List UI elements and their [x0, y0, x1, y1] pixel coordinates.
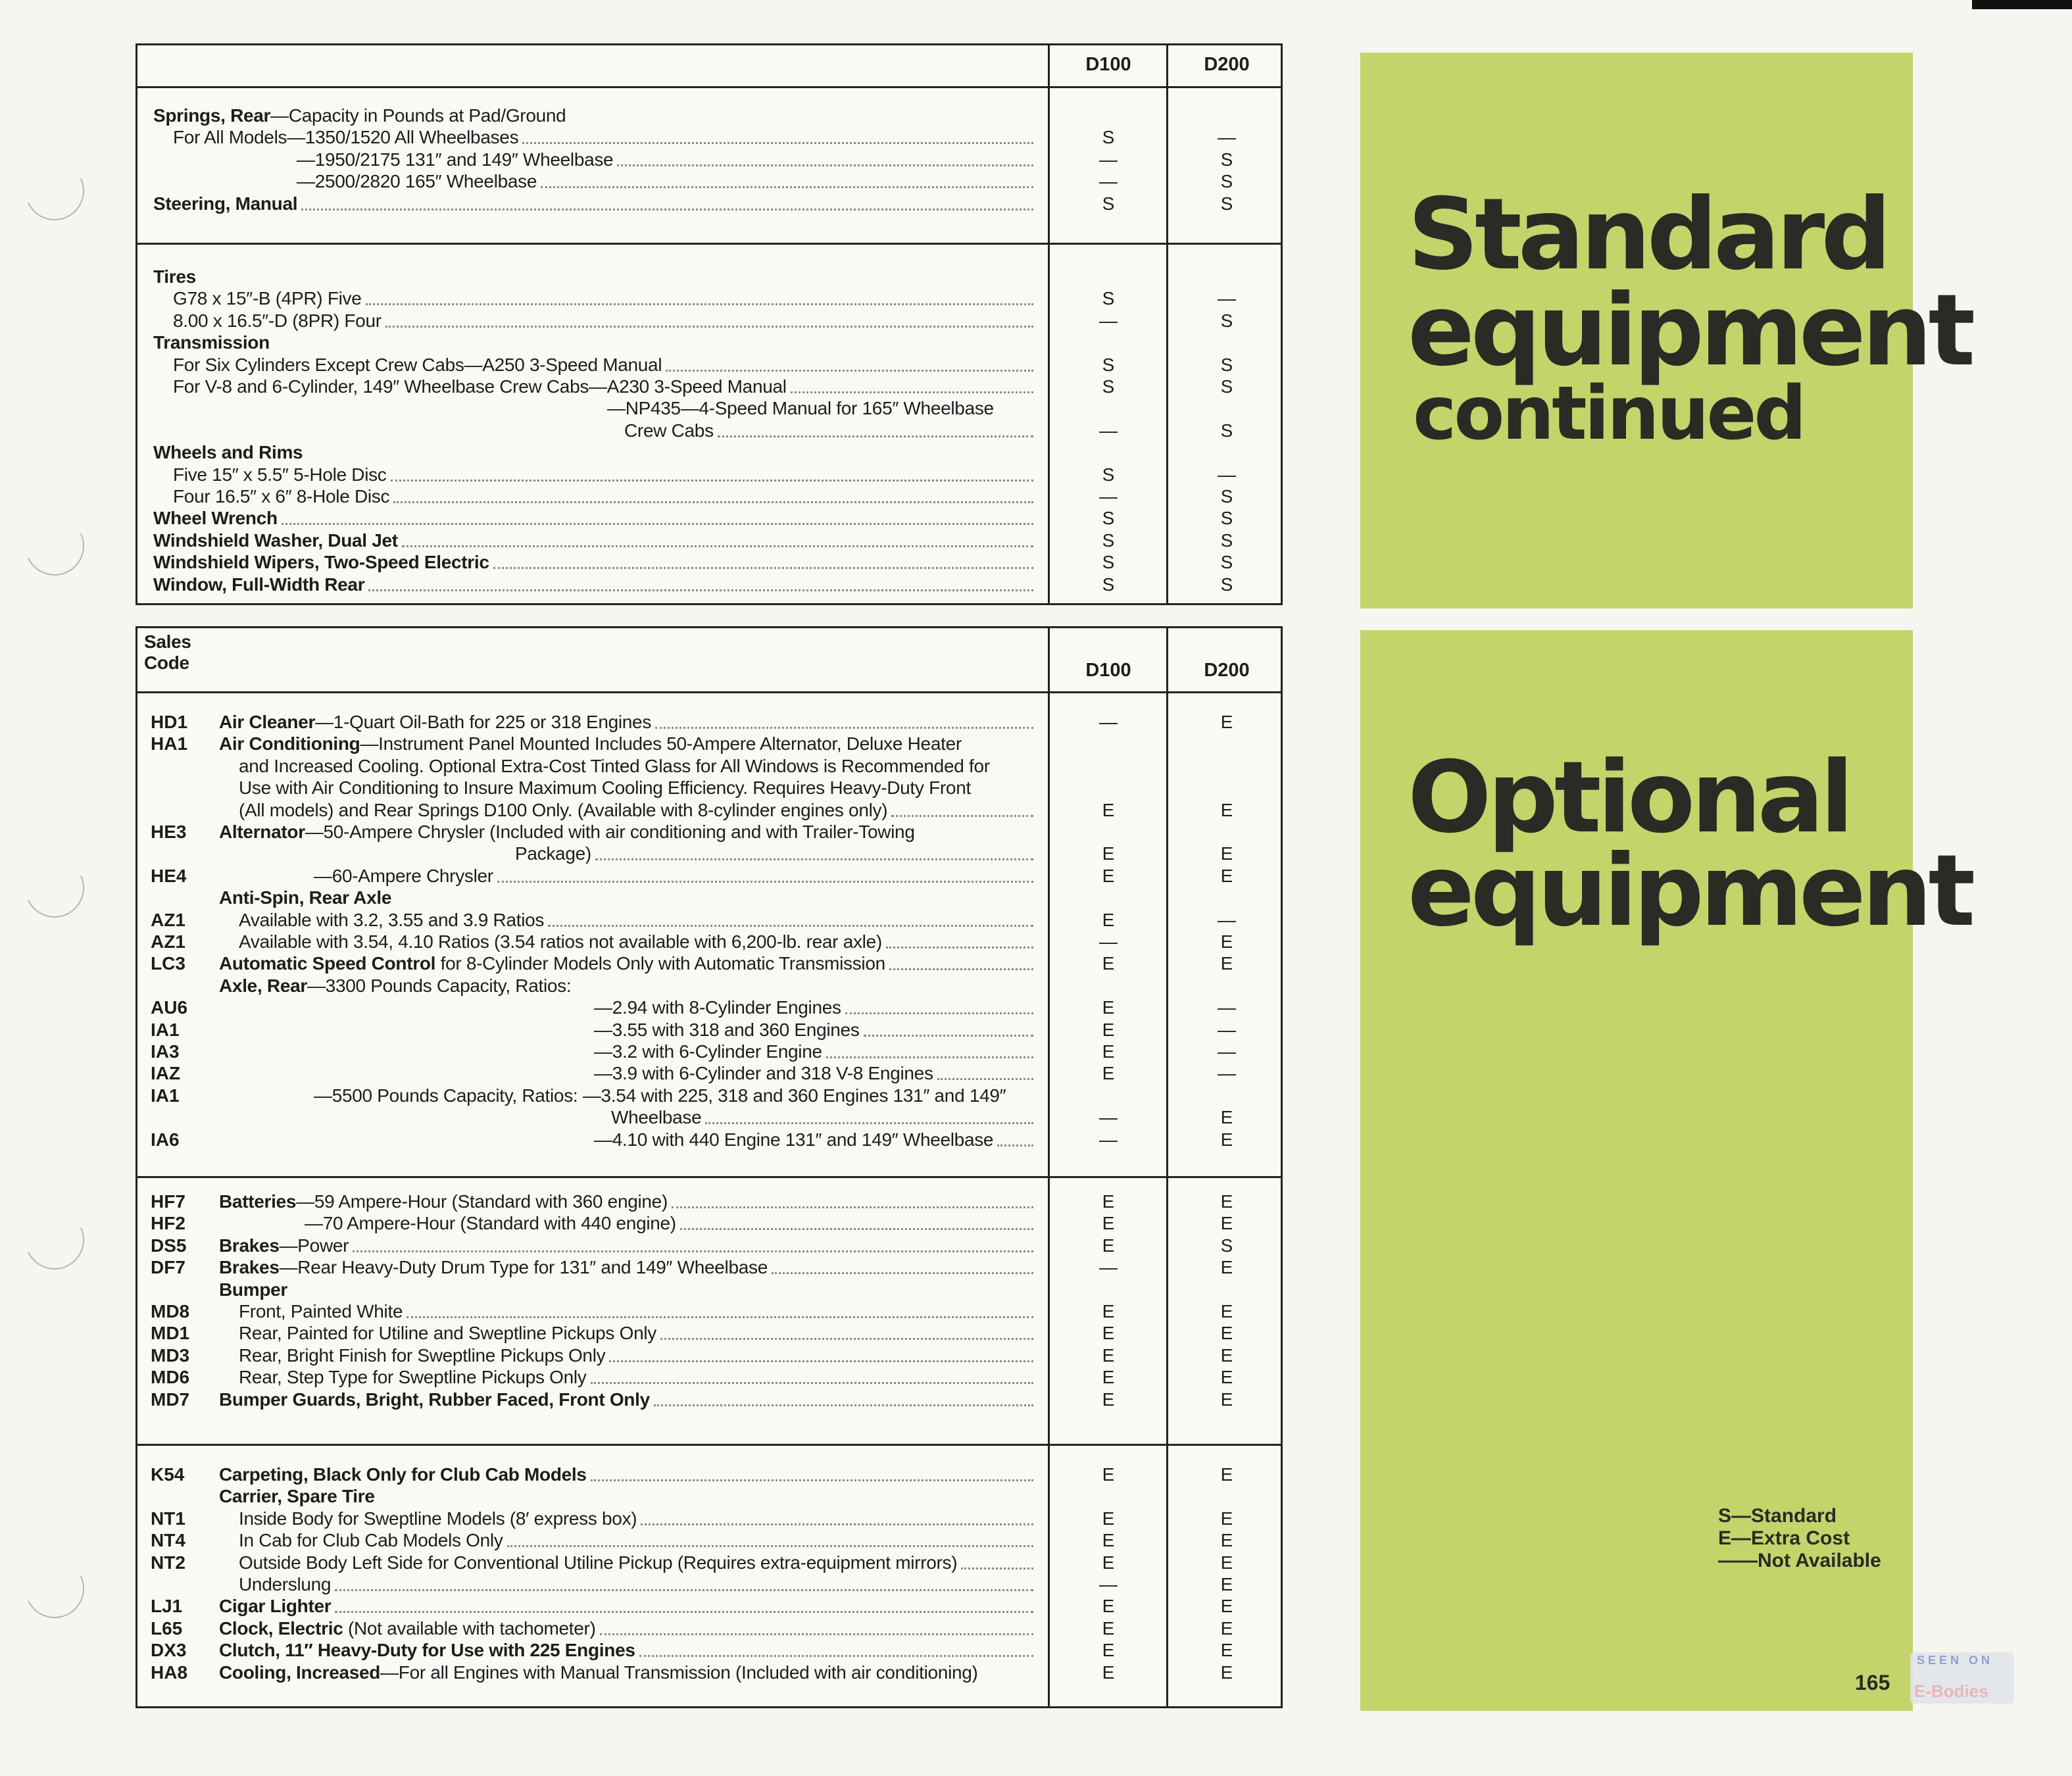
- row-description: For Six Cylinders Except Crew Cabs—A250 3-Speed Manual: [173, 354, 662, 375]
- availability-d200: E: [1220, 1552, 1233, 1573]
- availability-d200: E: [1220, 1596, 1233, 1617]
- availability-d100: —: [1099, 310, 1118, 331]
- sales-code: MD3: [151, 1344, 190, 1366]
- dot-leader: [385, 326, 1033, 328]
- row-description: Automatic Speed Control for 8-Cylinder Models Only with Automatic Transmission: [219, 953, 885, 974]
- row-description: Available with 3.54, 4.10 Ratios (3.54 ratios not available with 6,200-lb. rear axle): [239, 931, 882, 952]
- availability-d100: E: [1102, 1041, 1115, 1062]
- row-description: Carpeting, Black Only for Club Cab Models: [219, 1464, 587, 1485]
- row-description: Clock, Electric (Not available with tachometer): [219, 1617, 596, 1639]
- availability-d200: E: [1220, 1129, 1233, 1150]
- sales-code: MD8: [151, 1301, 190, 1321]
- standard-equipment-panel: [1360, 53, 1972, 608]
- row-description: Axle, Rear—3300 Pounds Capacity, Ratios:: [219, 975, 572, 996]
- row-description: G78 x 15″-B (4PR) Five: [173, 288, 362, 309]
- dot-leader: [997, 1145, 1033, 1147]
- sales-code: NT4: [151, 1530, 185, 1551]
- row-description: Wheel Wrench: [153, 508, 278, 529]
- sales-code: NT1: [151, 1508, 185, 1529]
- availability-d200: E: [1220, 1574, 1233, 1594]
- dot-leader: [522, 142, 1033, 144]
- availability-d200: E: [1220, 1344, 1233, 1366]
- availability-d100: E: [1102, 1596, 1115, 1617]
- availability-d200: S: [1220, 508, 1233, 529]
- sales-code: HA1: [151, 733, 188, 754]
- availability-d200: S: [1220, 420, 1233, 441]
- dot-leader: [591, 1479, 1033, 1481]
- availability-d200: E: [1220, 1323, 1233, 1344]
- row-description: Carrier, Spare Tire: [219, 1486, 375, 1507]
- row-description: Brakes—Power: [219, 1235, 349, 1256]
- row-description: Cigar Lighter: [219, 1596, 332, 1617]
- availability-d100: S: [1102, 530, 1115, 551]
- row-description: Rear, Step Type for Sweptline Pickups Only: [239, 1367, 587, 1388]
- row-description: —2.94 with 8-Cylinder Engines: [594, 997, 841, 1018]
- availability-d200: S: [1220, 149, 1233, 170]
- legend-extra-cost: E—Extra Cost: [1718, 1527, 1850, 1549]
- availability-d100: E: [1102, 953, 1115, 974]
- row-description: Package): [515, 843, 591, 864]
- availability-d200: E: [1220, 712, 1233, 732]
- availability-d100: E: [1102, 1508, 1115, 1529]
- dot-leader: [641, 1523, 1033, 1525]
- availability-d100: E: [1102, 865, 1115, 886]
- availability-d200: E: [1220, 1640, 1233, 1661]
- row-description: Tires: [153, 266, 196, 287]
- panel-title: Standard: [1408, 178, 1888, 292]
- availability-d200: —: [1218, 909, 1236, 930]
- panel-title: Optional: [1408, 741, 1850, 855]
- standard-equipment-table: [136, 43, 1283, 605]
- row-description: Cooling, Increased—For all Engines with Manual Transmission (Included with air conditioning): [219, 1662, 978, 1683]
- sales-code: DF7: [151, 1257, 185, 1278]
- top-edge-bar: [1972, 0, 2072, 9]
- sales-code: NT2: [151, 1552, 185, 1573]
- dot-leader: [891, 815, 1033, 817]
- row-description: and Increased Cooling. Optional Extra-Cost Tinted Glass for All Windows is Recommended for: [239, 755, 990, 776]
- dot-leader: [368, 589, 1033, 591]
- sales-code: HD1: [151, 712, 188, 732]
- availability-d100: —: [1099, 1574, 1118, 1594]
- dot-leader: [353, 1250, 1033, 1252]
- availability-d100: —: [1099, 1129, 1118, 1150]
- dot-leader: [493, 567, 1033, 569]
- dot-leader: [845, 1012, 1033, 1014]
- dot-leader: [507, 1545, 1033, 1547]
- row-description: Available with 3.2, 3.55 and 3.9 Ratios: [239, 909, 545, 930]
- row-description: Window, Full-Width Rear: [153, 574, 365, 595]
- availability-d100: S: [1102, 127, 1115, 148]
- column-header-d200: D200: [1204, 54, 1250, 75]
- availability-d100: —: [1099, 486, 1118, 506]
- availability-d100: S: [1102, 508, 1115, 529]
- sales-code: LJ1: [151, 1596, 183, 1617]
- availability-d200: E: [1220, 953, 1233, 974]
- availability-d100: S: [1102, 376, 1115, 397]
- availability-d100: E: [1102, 997, 1115, 1018]
- dot-leader: [391, 480, 1033, 481]
- watermark-text: SEEN ON: [1917, 1654, 1994, 1667]
- row-description: (All models) and Rear Springs D100 Only. (Available with 8-cylinder engines only): [239, 799, 888, 820]
- availability-d200: E: [1220, 843, 1233, 864]
- sales-code: DX3: [151, 1640, 187, 1661]
- dot-leader: [609, 1360, 1033, 1362]
- row-description: Windshield Wipers, Two-Speed Electric: [153, 552, 489, 573]
- sales-code: AU6: [151, 997, 188, 1018]
- availability-d200: E: [1220, 1107, 1233, 1128]
- availability-d200: E: [1220, 865, 1233, 886]
- availability-d200: S: [1220, 376, 1233, 397]
- row-description: Front, Painted White: [239, 1301, 403, 1321]
- row-description: Batteries—59 Ampere-Hour (Standard with 360 engine): [219, 1191, 668, 1212]
- sales-code: IA1: [151, 1085, 180, 1106]
- dot-leader: [497, 881, 1033, 883]
- dot-leader: [366, 303, 1033, 305]
- availability-d100: E: [1102, 1235, 1115, 1256]
- watermark-logo-text: E-Bodies: [1914, 1681, 1988, 1701]
- availability-d200: E: [1220, 1367, 1233, 1388]
- availability-d100: S: [1102, 552, 1115, 573]
- row-description: Transmission: [153, 332, 270, 353]
- dot-leader: [660, 1338, 1033, 1340]
- availability-d100: E: [1102, 1367, 1115, 1388]
- binder-hole: [16, 1550, 92, 1626]
- panel-title: equipment: [1408, 274, 1972, 388]
- dot-leader: [301, 209, 1033, 210]
- availability-d100: E: [1102, 1530, 1115, 1551]
- availability-d200: E: [1220, 799, 1233, 820]
- availability-d100: E: [1102, 909, 1115, 930]
- sales-code: K54: [151, 1464, 185, 1485]
- sales-code: LC3: [151, 953, 185, 974]
- dot-leader: [889, 968, 1033, 970]
- sales-code-label: Sales: [144, 631, 191, 652]
- row-description: Springs, Rear—Capacity in Pounds at Pad/Ground: [153, 105, 566, 126]
- row-description: Anti-Spin, Rear Axle: [219, 887, 392, 908]
- column-header-d100: D100: [1085, 54, 1131, 75]
- availability-d100: E: [1102, 1552, 1115, 1573]
- row-description: Outside Body Left Side for Conventional Utiline Pickup (Requires extra-equipment mirrors): [239, 1552, 958, 1573]
- availability-d100: S: [1102, 574, 1115, 595]
- row-description: Air Conditioning—Instrument Panel Mounted Includes 50-Ampere Alternator, Deluxe Heater: [219, 733, 962, 754]
- panel-title: equipment: [1408, 834, 1972, 949]
- sales-code: AZ1: [151, 909, 185, 930]
- sales-code: IA1: [151, 1019, 180, 1040]
- dot-leader: [680, 1228, 1033, 1230]
- availability-d100: E: [1102, 1019, 1115, 1040]
- row-description: —NP435—4-Speed Manual for 165″ Wheelbase: [607, 398, 994, 419]
- sales-code: MD1: [151, 1323, 190, 1344]
- sales-code: HE3: [151, 822, 187, 842]
- availability-d100: —: [1099, 420, 1118, 441]
- availability-d200: E: [1220, 1257, 1233, 1278]
- availability-d200: S: [1220, 1235, 1233, 1256]
- availability-d100: E: [1102, 1640, 1115, 1661]
- dot-leader: [548, 925, 1033, 927]
- row-description: Rear, Bright Finish for Sweptline Pickups Only: [239, 1344, 606, 1366]
- dot-leader: [393, 501, 1033, 503]
- sales-code: AZ1: [151, 931, 185, 952]
- availability-d100: E: [1102, 1617, 1115, 1639]
- dot-leader: [617, 164, 1033, 166]
- availability-d200: E: [1220, 1389, 1233, 1410]
- sales-code: L65: [151, 1617, 183, 1639]
- availability-d100: —: [1099, 171, 1118, 192]
- availability-d200: —: [1218, 997, 1236, 1018]
- row-description: Clutch, 11″ Heavy-Duty for Use with 225 Engines: [219, 1640, 635, 1661]
- dot-leader: [961, 1567, 1033, 1569]
- sales-code: MD6: [151, 1367, 190, 1388]
- availability-d200: S: [1220, 193, 1233, 214]
- row-description: Bumper: [219, 1279, 287, 1300]
- availability-d100: —: [1099, 149, 1118, 170]
- availability-d200: —: [1218, 1019, 1236, 1040]
- sales-code: IA6: [151, 1129, 180, 1150]
- sales-code: MD7: [151, 1389, 190, 1410]
- legend-standard: S—Standard: [1718, 1505, 1837, 1527]
- availability-d100: E: [1102, 1464, 1115, 1485]
- availability-d200: E: [1220, 1191, 1233, 1212]
- row-description: —3.2 with 6-Cylinder Engine: [594, 1041, 822, 1062]
- availability-d200: —: [1218, 1063, 1236, 1084]
- row-description: Alternator—50-Ampere Chrysler (Included with air conditioning and with Trailer-Towing: [219, 822, 915, 842]
- availability-d200: E: [1220, 931, 1233, 952]
- row-description: Brakes—Rear Heavy-Duty Drum Type for 131″ and 149″ Wheelbase: [219, 1257, 768, 1278]
- panel-subtitle: continued: [1413, 371, 1804, 456]
- page-number: 165: [1855, 1671, 1890, 1694]
- availability-d100: E: [1102, 1301, 1115, 1321]
- optional-equipment-table: [136, 626, 1283, 1708]
- availability-d200: S: [1220, 354, 1233, 375]
- availability-d100: E: [1102, 1191, 1115, 1212]
- availability-d200: E: [1220, 1464, 1233, 1485]
- sales-code: HF2: [151, 1213, 185, 1234]
- availability-d100: E: [1102, 1344, 1115, 1366]
- row-description: Underslung: [239, 1574, 332, 1594]
- row-description: Five 15″ x 5.5″ 5-Hole Disc: [173, 464, 387, 485]
- dot-leader: [600, 1633, 1033, 1635]
- availability-d100: S: [1102, 354, 1115, 375]
- availability-d200: S: [1220, 486, 1233, 506]
- availability-d200: E: [1220, 1508, 1233, 1529]
- sales-code: DS5: [151, 1235, 187, 1256]
- availability-d100: E: [1102, 1213, 1115, 1234]
- availability-d100: S: [1102, 464, 1115, 485]
- row-description: For V-8 and 6-Cylinder, 149″ Wheelbase Crew Cabs—A230 3-Speed Manual: [173, 376, 787, 397]
- availability-d100: E: [1102, 1662, 1115, 1683]
- row-description: —5500 Pounds Capacity, Ratios: —3.54 with 225, 318 and 360 Engines 131″ and 149″: [314, 1085, 1006, 1106]
- availability-d100: E: [1102, 843, 1115, 864]
- row-description: Bumper Guards, Bright, Rubber Faced, Front Only: [219, 1389, 650, 1410]
- availability-d100: E: [1102, 1063, 1115, 1084]
- availability-d200: —: [1218, 288, 1236, 309]
- dot-leader: [655, 727, 1033, 729]
- binder-hole: [16, 1202, 92, 1277]
- availability-d200: —: [1218, 127, 1236, 148]
- availability-d200: E: [1220, 1662, 1233, 1683]
- dot-leader: [541, 186, 1033, 188]
- dot-leader: [335, 1589, 1033, 1591]
- availability-d100: S: [1102, 288, 1115, 309]
- dot-leader: [402, 545, 1033, 547]
- dot-leader: [672, 1206, 1033, 1208]
- availability-d200: E: [1220, 1617, 1233, 1639]
- row-description: —70 Ampere-Hour (Standard with 440 engine): [305, 1213, 676, 1234]
- availability-d100: —: [1099, 1257, 1118, 1278]
- availability-d200: S: [1220, 310, 1233, 331]
- sales-code: HE4: [151, 865, 187, 886]
- row-description: —3.55 with 318 and 360 Engines: [594, 1019, 860, 1040]
- dot-leader: [864, 1035, 1033, 1037]
- availability-d100: E: [1102, 1323, 1115, 1344]
- sales-code-label: Code: [144, 653, 189, 673]
- row-description: Wheelbase: [611, 1107, 702, 1128]
- dot-leader: [654, 1404, 1033, 1406]
- column-header-d100: D100: [1085, 660, 1131, 681]
- sales-code: HF7: [151, 1191, 185, 1212]
- dot-leader: [718, 435, 1033, 437]
- row-description: In Cab for Club Cab Models Only: [239, 1530, 503, 1551]
- row-description: Use with Air Conditioning to Insure Maximum Cooling Efficiency. Requires Heavy-Duty Front: [239, 777, 971, 799]
- dot-leader: [826, 1056, 1033, 1058]
- row-description: Wheels and Rims: [153, 442, 303, 463]
- row-description: —60-Ampere Chrysler: [314, 865, 493, 886]
- availability-d100: E: [1102, 799, 1115, 820]
- dot-leader: [407, 1316, 1033, 1318]
- availability-d200: E: [1220, 1213, 1233, 1234]
- sales-code: HA8: [151, 1662, 188, 1683]
- availability-d100: S: [1102, 193, 1115, 214]
- availability-d200: —: [1218, 464, 1236, 485]
- dot-leader: [705, 1122, 1033, 1124]
- availability-d200: —: [1218, 1041, 1236, 1062]
- dot-leader: [791, 391, 1033, 393]
- availability-d100: E: [1102, 1389, 1115, 1410]
- legend-not-available: ——Not Available: [1718, 1550, 1881, 1571]
- availability-d200: S: [1220, 171, 1233, 192]
- row-description: Crew Cabs: [624, 420, 714, 441]
- row-description: Air Cleaner—1-Quart Oil-Bath for 225 or 318 Engines: [219, 712, 652, 732]
- sales-code: IA3: [151, 1041, 180, 1062]
- row-description: Four 16.5″ x 6″ 8-Hole Disc: [173, 486, 390, 506]
- availability-d200: E: [1220, 1301, 1233, 1321]
- row-description: Inside Body for Sweptline Models (8′ express box): [239, 1508, 637, 1529]
- dot-leader: [886, 947, 1033, 949]
- availability-d200: S: [1220, 574, 1233, 595]
- row-description: —2500/2820 165″ Wheelbase: [297, 171, 537, 192]
- row-description: Rear, Painted for Utiline and Sweptline Pickups Only: [239, 1323, 656, 1344]
- dot-leader: [639, 1655, 1033, 1657]
- row-description: Windshield Washer, Dual Jet: [153, 530, 398, 551]
- availability-d200: E: [1220, 1530, 1233, 1551]
- row-description: 8.00 x 16.5″-D (8PR) Four: [173, 310, 382, 331]
- availability-d100: —: [1099, 931, 1118, 952]
- sales-code: IAZ: [151, 1063, 181, 1084]
- dot-leader: [937, 1078, 1033, 1080]
- row-description: Steering, Manual: [153, 193, 298, 214]
- binder-hole: [16, 153, 92, 228]
- dot-leader: [595, 858, 1033, 860]
- row-description: For All Models—1350/1520 All Wheelbases: [173, 127, 519, 148]
- dot-leader: [335, 1611, 1033, 1613]
- availability-d100: —: [1099, 1107, 1118, 1128]
- column-header-d200: D200: [1204, 660, 1250, 681]
- dot-leader: [772, 1272, 1033, 1274]
- availability-d200: S: [1220, 552, 1233, 573]
- row-description: —1950/2175 131″ and 149″ Wheelbase: [297, 149, 614, 170]
- dot-leader: [591, 1382, 1034, 1384]
- availability-d200: S: [1220, 530, 1233, 551]
- row-description: —3.9 with 6-Cylinder and 318 V-8 Engines: [594, 1063, 933, 1084]
- availability-d100: —: [1099, 712, 1118, 732]
- dot-leader: [666, 370, 1033, 372]
- binder-hole: [16, 850, 92, 925]
- binder-hole: [16, 508, 92, 583]
- row-description: —4.10 with 440 Engine 131″ and 149″ Wheelbase: [594, 1129, 994, 1150]
- dot-leader: [282, 523, 1033, 525]
